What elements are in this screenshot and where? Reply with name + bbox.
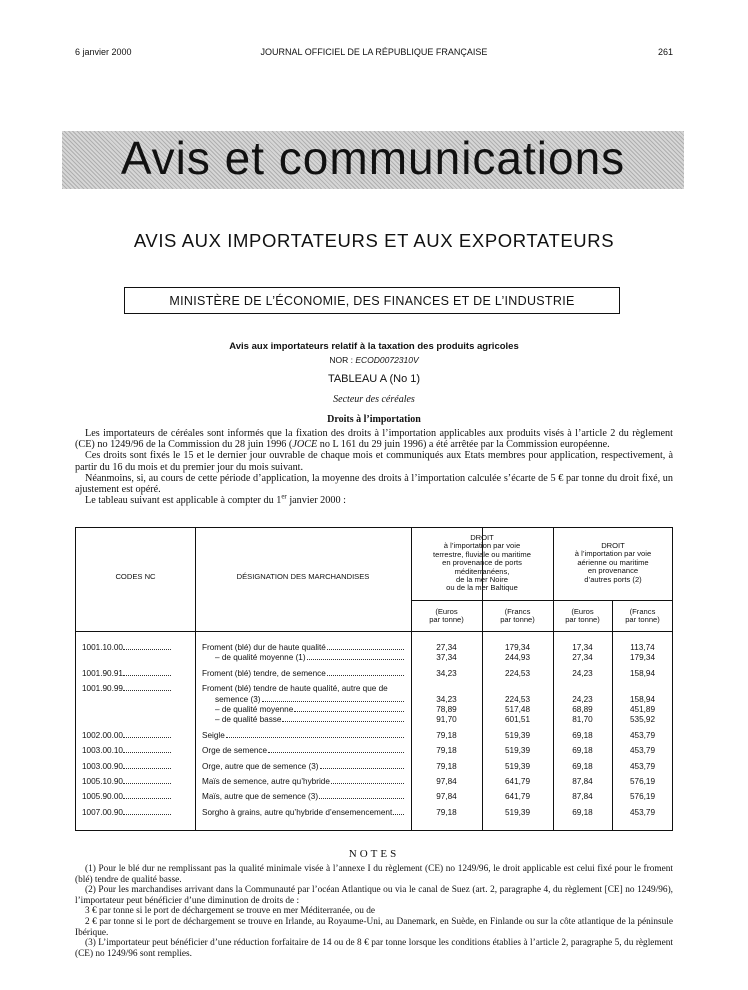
text-run: Les importateurs de céréales sont informés que la fixation des droits à l’importation applicables aux produits visés à l’article 2 du règlement (CE) no 1249/96 de la Commission du 28 juin 1996 ( <box>75 428 673 451</box>
table-cell-value: 78,89 <box>436 705 457 714</box>
header-line: en provenance <box>587 566 639 576</box>
section-title: AVIS AUX IMPORTATEURS ET AUX EXPORTATEURS <box>133 230 615 251</box>
designation-text: Froment (blé) dur de haute qualité <box>202 643 326 652</box>
leader-dots <box>123 643 171 650</box>
leader-dots <box>319 792 404 799</box>
table-cell-value: 519,39 <box>504 730 531 740</box>
leader-dots <box>327 643 404 650</box>
header-line: de la mer Noire <box>456 575 508 585</box>
table-row-code <box>82 731 171 740</box>
code-value: 1001.90.91 <box>82 668 123 678</box>
header-line: en provenance de ports <box>442 558 522 568</box>
table-row-code <box>82 669 171 678</box>
table-row-designation <box>202 808 404 817</box>
header-journal: JOURNAL OFFICIEL DE LA RÉPUBLIQUE FRANÇAISE <box>260 47 488 57</box>
note-item: (3) L’importateur peut bénéficier d’une réduction forfaitaire de 14 ou de 8 € par tonne lorsque les conditions établies à l’article 2, paragraphe 5, du règlement (CE) no 1249/96 sont remplies. <box>75 938 673 959</box>
table-cell-value: 224,53 <box>504 694 531 704</box>
leader-dots <box>327 669 404 676</box>
table-row-code <box>82 762 171 771</box>
table-cell-value: 113,74 <box>630 643 655 652</box>
table-cell-value: 34,23 <box>436 694 457 704</box>
table-cell-value: 69,18 <box>572 746 593 756</box>
table-cell-value: 224,53 <box>504 668 531 678</box>
leader-dots <box>262 695 404 702</box>
superscript: er <box>281 492 287 501</box>
table-cell-value: 244,93 <box>504 653 531 663</box>
note-item: (1) Pour le blé dur ne remplissant pas la qualité minimale visée à l’annexe I du règlement (CE) no 1249/96, le droit applicable est celui fixé pour le froment (blé) tendre de qualité basse. <box>75 864 673 885</box>
code-value: 1005.10.90 <box>82 777 123 786</box>
code-value: 1001.10.00 <box>82 643 123 652</box>
table-row-code <box>82 792 171 801</box>
notes-title: NOTES <box>348 848 400 860</box>
table-row-code <box>82 684 171 693</box>
table-cell-value: 519,39 <box>504 761 531 771</box>
unit-label: (Euros <box>571 607 594 616</box>
paragraph <box>75 428 673 450</box>
unit-header <box>553 608 612 625</box>
col-header-codes: CODES NC <box>115 572 156 581</box>
table-cell-value: 517,48 <box>504 705 531 714</box>
paragraph <box>75 492 673 507</box>
table-cell-value: 87,84 <box>572 792 593 802</box>
paragraph: Ces droits sont fixés le 15 et le dernier jour ouvrable de chaque mois et communiqués aux Etats membres pour application, respectivement, à partir du 16 du mois et du premier jour du mois suivant. <box>75 450 673 473</box>
table-row-designation <box>202 762 404 771</box>
unit-label: (Euros <box>435 607 458 616</box>
table-row-designation <box>202 669 404 678</box>
table-row-designation <box>215 705 404 714</box>
table-row-designation <box>215 695 404 704</box>
designation-text: Froment (blé) tendre, de semence <box>202 668 326 678</box>
unit-label: par tonne) <box>565 615 600 625</box>
table-cell-value: 519,39 <box>504 807 531 817</box>
code-value: 1005.90.00 <box>82 792 123 802</box>
table-row-designation <box>215 715 404 724</box>
designation-text: Orge de semence <box>202 746 268 756</box>
table-row-code <box>82 643 171 652</box>
designation-text: Maïs, autre que de semence (3) <box>202 792 319 802</box>
header-line: méditerranéens, <box>454 566 510 576</box>
duties-table <box>75 527 673 831</box>
table-cell-value: 453,79 <box>629 761 656 771</box>
table-cell-value: 68,89 <box>572 705 593 714</box>
table-cell-value: 576,19 <box>629 792 656 802</box>
code-value: 1002.00.00 <box>82 730 123 740</box>
text-run: no L 161 du 29 juin 1996) a été arrêtée par la Commission européenne. <box>317 439 610 451</box>
nor-label: NOR : <box>329 355 353 365</box>
table-row-code <box>82 746 171 755</box>
header-line: ou de la mer Baltique <box>446 583 518 593</box>
secteur-subtitle: Secteur des céréales <box>333 394 415 405</box>
section-banner <box>62 131 684 189</box>
designation-text: Orge, autre que de semence (3) <box>202 761 319 771</box>
col-header-droit-mediterranee <box>411 534 553 593</box>
row-rule <box>76 631 673 632</box>
table-cell-value: 519,39 <box>504 746 531 756</box>
table-cell-value: 24,23 <box>572 668 593 678</box>
table-cell-value: 601,51 <box>504 715 531 725</box>
code-value: 1001.90.99 <box>82 684 123 694</box>
unit-label: (Francs <box>504 607 531 616</box>
table-cell-value: 87,84 <box>572 777 593 786</box>
table-cell-value: 453,79 <box>629 730 656 740</box>
unit-header <box>612 608 673 625</box>
row-rule <box>411 600 673 601</box>
code-value: 1003.00.10 <box>82 746 123 756</box>
header-line: DROIT <box>470 533 494 542</box>
droits-heading: Droits à l’importation <box>327 414 421 425</box>
table-row-designation <box>202 684 388 693</box>
table-cell-value: 535,92 <box>629 715 656 725</box>
leader-dots <box>268 746 404 753</box>
designation-text: – de qualité moyenne <box>215 705 294 714</box>
nor-line <box>0 355 748 365</box>
leader-dots <box>282 715 404 722</box>
leader-dots <box>226 731 404 738</box>
paragraph: Néanmoins, si, au cours de cette période d’application, la moyenne des droits à l’importation calculée s’écarte de 5 € par tonne du droit fixé, un ajustement est opéré. <box>75 472 673 496</box>
note-item: 3 € par tonne si le port de déchargement se trouve en mer Méditerranée, ou de <box>85 906 375 917</box>
header-date: 6 janvier 2000 <box>75 47 132 57</box>
unit-label: par tonne) <box>500 615 535 625</box>
unit-header <box>482 608 553 625</box>
nor-code: ECOD0072310V <box>355 355 419 365</box>
leader-dots <box>123 684 171 691</box>
unit-header <box>411 608 482 625</box>
leader-dots <box>123 762 171 769</box>
leader-dots <box>307 653 404 660</box>
notes-list <box>75 864 673 959</box>
leader-dots <box>123 746 171 753</box>
running-header <box>75 47 673 61</box>
table-row-designation <box>202 746 404 755</box>
code-value: 1003.00.90 <box>82 761 123 771</box>
table-cell-value: 158,94 <box>629 668 656 678</box>
header-line: à l’importation par voie <box>443 541 521 551</box>
intro-text <box>75 428 673 506</box>
table-cell-value: 27,34 <box>436 643 457 652</box>
table-cell-value: 91,70 <box>436 715 457 725</box>
designation-text: – de qualité moyenne (1) <box>215 653 306 663</box>
table-cell-value: 17,34 <box>572 643 593 652</box>
leader-dots <box>123 777 171 784</box>
table-row-designation <box>202 792 404 801</box>
leader-dots <box>294 705 404 712</box>
text-run: janvier 2000 : <box>286 495 346 507</box>
table-row-designation <box>202 777 404 786</box>
table-cell-value: 179,34 <box>629 653 656 663</box>
table-cell-value: 97,84 <box>436 777 457 786</box>
table-cell-value: 34,23 <box>436 668 457 678</box>
table-cell-value: 69,18 <box>572 761 593 771</box>
table-cell-value: 37,34 <box>436 653 457 663</box>
table-cell-value: 24,23 <box>572 694 593 704</box>
leader-dots <box>123 669 171 676</box>
leader-dots <box>123 731 171 738</box>
table-cell-value: 69,18 <box>572 807 593 817</box>
table-cell-value: 179,34 <box>504 643 531 652</box>
ministry-title: MINISTÈRE DE L’ÉCONOMIE, DES FINANCES ET DE L’INDUSTRIE <box>169 293 575 308</box>
tableau-title: TABLEAU A (No 1) <box>327 373 421 385</box>
leader-dots <box>123 792 171 799</box>
leader-dots <box>393 808 404 815</box>
leader-dots <box>331 777 404 784</box>
table-row-designation <box>202 731 404 740</box>
text-run: JOCE <box>292 439 318 451</box>
leader-dots <box>123 808 171 815</box>
designation-text: Maïs de semence, autre qu’hybride <box>202 777 330 786</box>
table-cell-value: 453,79 <box>629 746 656 756</box>
header-line: terrestre, fluviale ou maritime <box>433 549 531 559</box>
designation-text: Seigle <box>202 730 225 740</box>
designation-text: semence (3) <box>215 694 261 704</box>
table-cell-value: 97,84 <box>436 792 457 802</box>
col-header-designation: DÉSIGNATION DES MARCHANDISES <box>236 572 370 581</box>
table-cell-value: 641,79 <box>504 777 531 786</box>
table-cell-value: 79,18 <box>436 730 457 740</box>
unit-label: (Francs <box>629 607 656 616</box>
table-cell-value: 27,34 <box>572 653 593 663</box>
table-row-designation <box>202 643 404 652</box>
unit-label: par tonne) <box>625 615 660 625</box>
designation-text: Sorgho à grains, autre qu’hybride d’ensemencement <box>202 807 393 817</box>
table-cell-value: 79,18 <box>436 807 457 817</box>
table-cell-value: 641,79 <box>504 792 531 802</box>
header-line: aérienne ou maritime <box>577 557 649 567</box>
col-header-droit-autres-ports <box>553 542 673 584</box>
ministry-box <box>124 287 620 314</box>
table-row-designation <box>215 653 404 662</box>
banner-title: Avis et communications <box>120 132 626 184</box>
table-row-code <box>82 808 171 817</box>
table-cell-value: 79,18 <box>436 746 457 756</box>
avis-title: Avis aux importateurs relatif à la taxation des produits agricoles <box>229 341 519 352</box>
table-row-code <box>82 777 171 786</box>
table-cell-value: 451,89 <box>629 705 656 714</box>
code-value: 1007.00.90 <box>82 807 123 817</box>
table-cell-value: 69,18 <box>572 730 593 740</box>
header-line: d’autres ports (2) <box>584 574 642 584</box>
designation-text: Froment (blé) tendre de haute qualité, autre que de <box>202 684 388 694</box>
leader-dots <box>320 762 404 769</box>
note-item: (2) Pour les marchandises arrivant dans la Communauté par l’océan Atlantique ou via le canal de Suez (art. 2, paragraphe 4, du règlement [CE] no 1249/96), l’importateur peut bénéficier d’une diminution de droits de : <box>75 885 673 906</box>
table-cell-value: 158,94 <box>629 694 656 704</box>
designation-text: – de qualité basse <box>215 715 282 725</box>
header-line: à l’importation par voie <box>574 549 652 559</box>
table-cell-value: 576,19 <box>629 777 656 786</box>
table-cell-value: 79,18 <box>436 761 457 771</box>
text-run: Le tableau suivant est applicable à compter du 1 <box>85 495 282 507</box>
table-cell-value: 453,79 <box>629 807 656 817</box>
unit-label: par tonne) <box>429 615 464 625</box>
note-item: 2 € par tonne si le port de déchargement se trouve en Irlande, au Royaume-Uni, au Danemark, en Suède, en Finlande ou sur la côte atlantique de la péninsule Ibérique. <box>75 916 673 938</box>
table-cell-value: 81,70 <box>572 715 593 725</box>
header-line: DROIT <box>601 541 625 550</box>
header-page-number: 261 <box>657 47 673 57</box>
